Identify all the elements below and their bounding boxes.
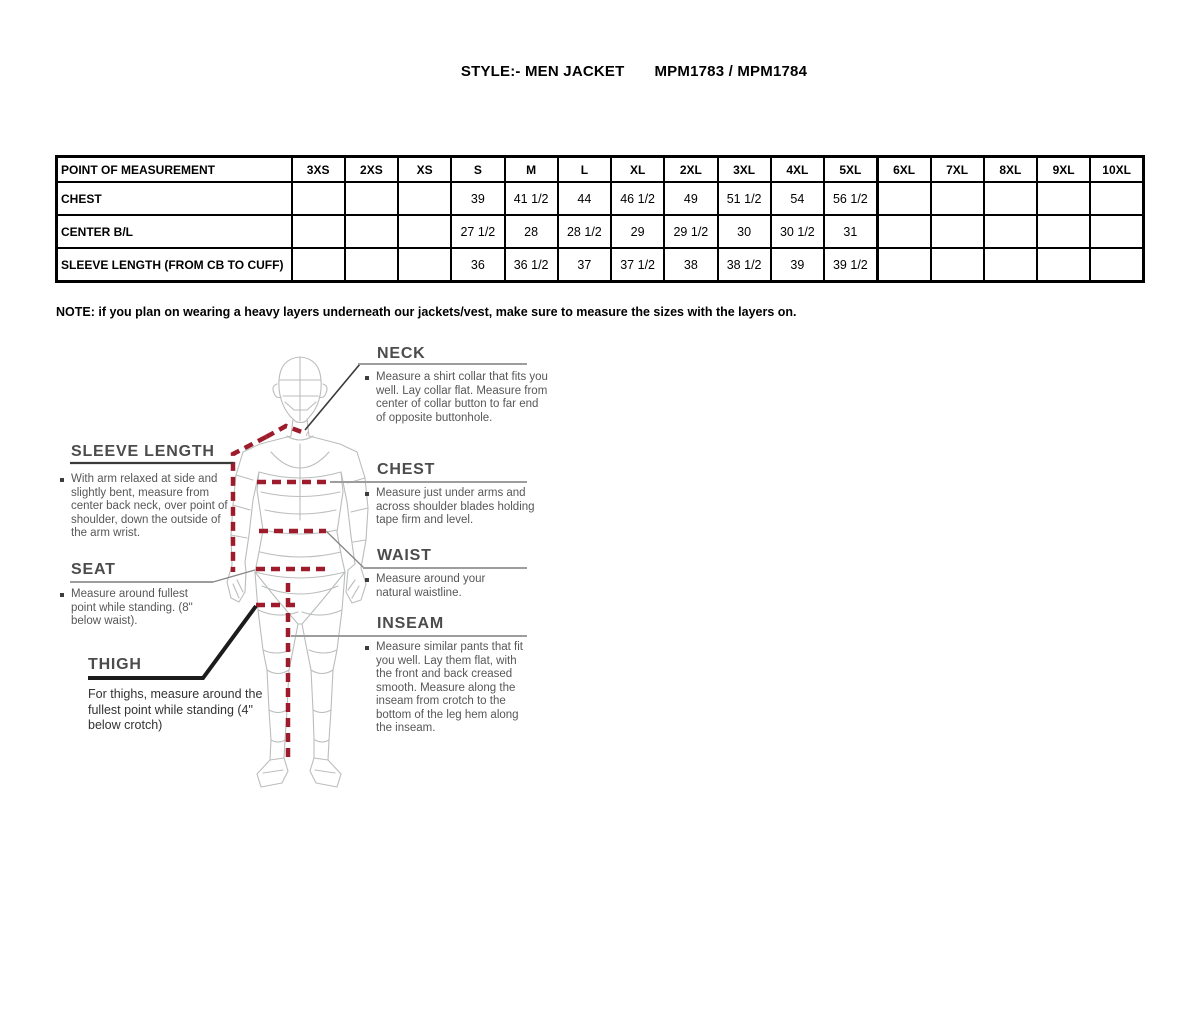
measurement-value-cell: 36 1/2	[505, 248, 558, 282]
measurement-row-label: CENTER B/L	[57, 215, 292, 248]
measurement-value-cell	[931, 248, 984, 282]
page-title	[34, 63, 1200, 80]
measurement-column-header: POINT OF MEASUREMENT	[57, 157, 292, 183]
note-text: NOTE: if you plan on wearing a heavy layers underneath our jackets/vest, make sure to measure the sizes with the layers on.	[56, 305, 797, 319]
waist-description: Measure around your natural waistline.	[365, 573, 516, 600]
measurement-value-cell	[1037, 215, 1090, 248]
measurement-value-cell: 39	[771, 248, 824, 282]
measurement-value-cell	[1090, 248, 1143, 282]
size-column-header-2xs: 2XS	[345, 157, 398, 183]
measurement-value-cell	[984, 182, 1037, 215]
measurement-value-cell: 49	[664, 182, 717, 215]
measurement-value-cell	[398, 182, 451, 215]
measurement-value-cell: 39 1/2	[824, 248, 877, 282]
inseam-heading: INSEAM	[377, 615, 445, 632]
measurement-row-label: SLEEVE LENGTH (FROM CB TO CUFF)	[57, 248, 292, 282]
size-column-header-9xl: 9XL	[1037, 157, 1090, 183]
bullet-square-icon	[365, 492, 369, 496]
size-table-header-row	[57, 157, 1144, 183]
measurement-value-cell	[1037, 182, 1090, 215]
measurement-value-cell	[931, 215, 984, 248]
measurement-value-cell	[1090, 182, 1143, 215]
measurement-value-cell	[345, 182, 398, 215]
chest-heading: CHEST	[377, 461, 436, 478]
measurement-value-cell: 41 1/2	[505, 182, 558, 215]
bullet-square-icon	[365, 646, 369, 650]
thigh-heading: THIGH	[88, 656, 142, 673]
size-column-header-2xl: 2XL	[664, 157, 717, 183]
bullet-square-icon	[365, 578, 369, 582]
table-row	[57, 182, 1144, 215]
measurement-value-cell	[877, 215, 930, 248]
measurement-value-cell	[398, 215, 451, 248]
measurement-value-cell	[292, 248, 345, 282]
seat-description: Measure around fullest point while standing. (8" below waist).	[60, 588, 211, 629]
measurement-diagram	[55, 340, 585, 820]
size-column-header-7xl: 7XL	[931, 157, 984, 183]
measurement-value-cell: 56 1/2	[824, 182, 877, 215]
measurement-value-cell	[292, 215, 345, 248]
measurement-value-cell: 37	[558, 248, 611, 282]
measurement-value-cell	[877, 182, 930, 215]
inseam-description: Measure similar pants that fit you well. Lay them flat, with the front and back creased smooth. Measure along the inseam from crotch to the bottom of the leg hem along the inseam.	[365, 641, 534, 736]
size-column-header-3xl: 3XL	[718, 157, 771, 183]
measurement-value-cell	[984, 248, 1037, 282]
neck-leader	[305, 364, 360, 430]
measurement-value-cell: 51 1/2	[718, 182, 771, 215]
measurement-value-cell: 30 1/2	[771, 215, 824, 248]
measurement-value-cell: 38	[664, 248, 717, 282]
measurement-value-cell: 27 1/2	[451, 215, 504, 248]
size-column-header-5xl: 5XL	[824, 157, 877, 183]
size-column-header-6xl: 6XL	[877, 157, 930, 183]
bullet-square-icon	[60, 478, 64, 482]
sleeve-length-description: With arm relaxed at side and slightly bent, measure from center back neck, over point of shoulder, down the outside of the arm wrist.	[60, 473, 233, 541]
measurement-value-cell: 29 1/2	[664, 215, 717, 248]
measurement-value-cell: 54	[771, 182, 824, 215]
chest-description: Measure just under arms and across shoulder blades holding tape firm and level.	[365, 487, 544, 528]
measurement-value-cell	[345, 248, 398, 282]
neck-line	[266, 426, 307, 437]
measurement-value-cell: 46 1/2	[611, 182, 664, 215]
measurement-value-cell: 44	[558, 182, 611, 215]
sleeve-length-heading: SLEEVE LENGTH	[71, 443, 215, 460]
measurement-value-cell: 37 1/2	[611, 248, 664, 282]
measurement-value-cell: 39	[451, 182, 504, 215]
measurement-value-cell: 36	[451, 248, 504, 282]
size-column-header-10xl: 10XL	[1090, 157, 1143, 183]
measurement-value-cell	[931, 182, 984, 215]
measurement-value-cell: 38 1/2	[718, 248, 771, 282]
size-column-header-xl: XL	[611, 157, 664, 183]
measurement-value-cell	[877, 248, 930, 282]
thigh-description: For thighs, measure around the fullest point while standing (4" below crotch)	[88, 687, 263, 733]
style-label: STYLE:- MEN JACKET	[460, 63, 625, 80]
seat-heading: SEAT	[71, 561, 116, 578]
table-row	[57, 215, 1144, 248]
size-column-header-xs: XS	[398, 157, 451, 183]
size-column-header-m: M	[505, 157, 558, 183]
size-column-header-4xl: 4XL	[771, 157, 824, 183]
measurement-value-cell	[292, 182, 345, 215]
measurement-value-cell	[398, 248, 451, 282]
size-column-header-s: S	[451, 157, 504, 183]
neck-description: Measure a shirt collar that fits you well. Lay collar flat. Measure from center of collar button to far end of opposite buttonhole.	[365, 371, 548, 425]
size-table	[55, 155, 1145, 283]
measurement-row-label: CHEST	[57, 182, 292, 215]
neck-heading: NECK	[377, 345, 426, 362]
measurement-value-cell: 29	[611, 215, 664, 248]
measurement-value-cell	[1090, 215, 1143, 248]
bullet-square-icon	[60, 593, 64, 597]
waist-heading: WAIST	[377, 547, 432, 564]
measurement-value-cell	[984, 215, 1037, 248]
measurement-value-cell: 30	[718, 215, 771, 248]
measurement-value-cell	[345, 215, 398, 248]
style-codes: MPM1783 / MPM1784	[654, 63, 808, 80]
waist-leader	[326, 531, 364, 568]
size-column-header-3xs: 3XS	[292, 157, 345, 183]
bullet-square-icon	[365, 376, 369, 380]
measurement-value-cell	[1037, 248, 1090, 282]
size-column-header-8xl: 8XL	[984, 157, 1037, 183]
measurement-value-cell: 28 1/2	[558, 215, 611, 248]
measurement-value-cell: 28	[505, 215, 558, 248]
measurement-value-cell: 31	[824, 215, 877, 248]
table-row	[57, 248, 1144, 282]
size-column-header-l: L	[558, 157, 611, 183]
